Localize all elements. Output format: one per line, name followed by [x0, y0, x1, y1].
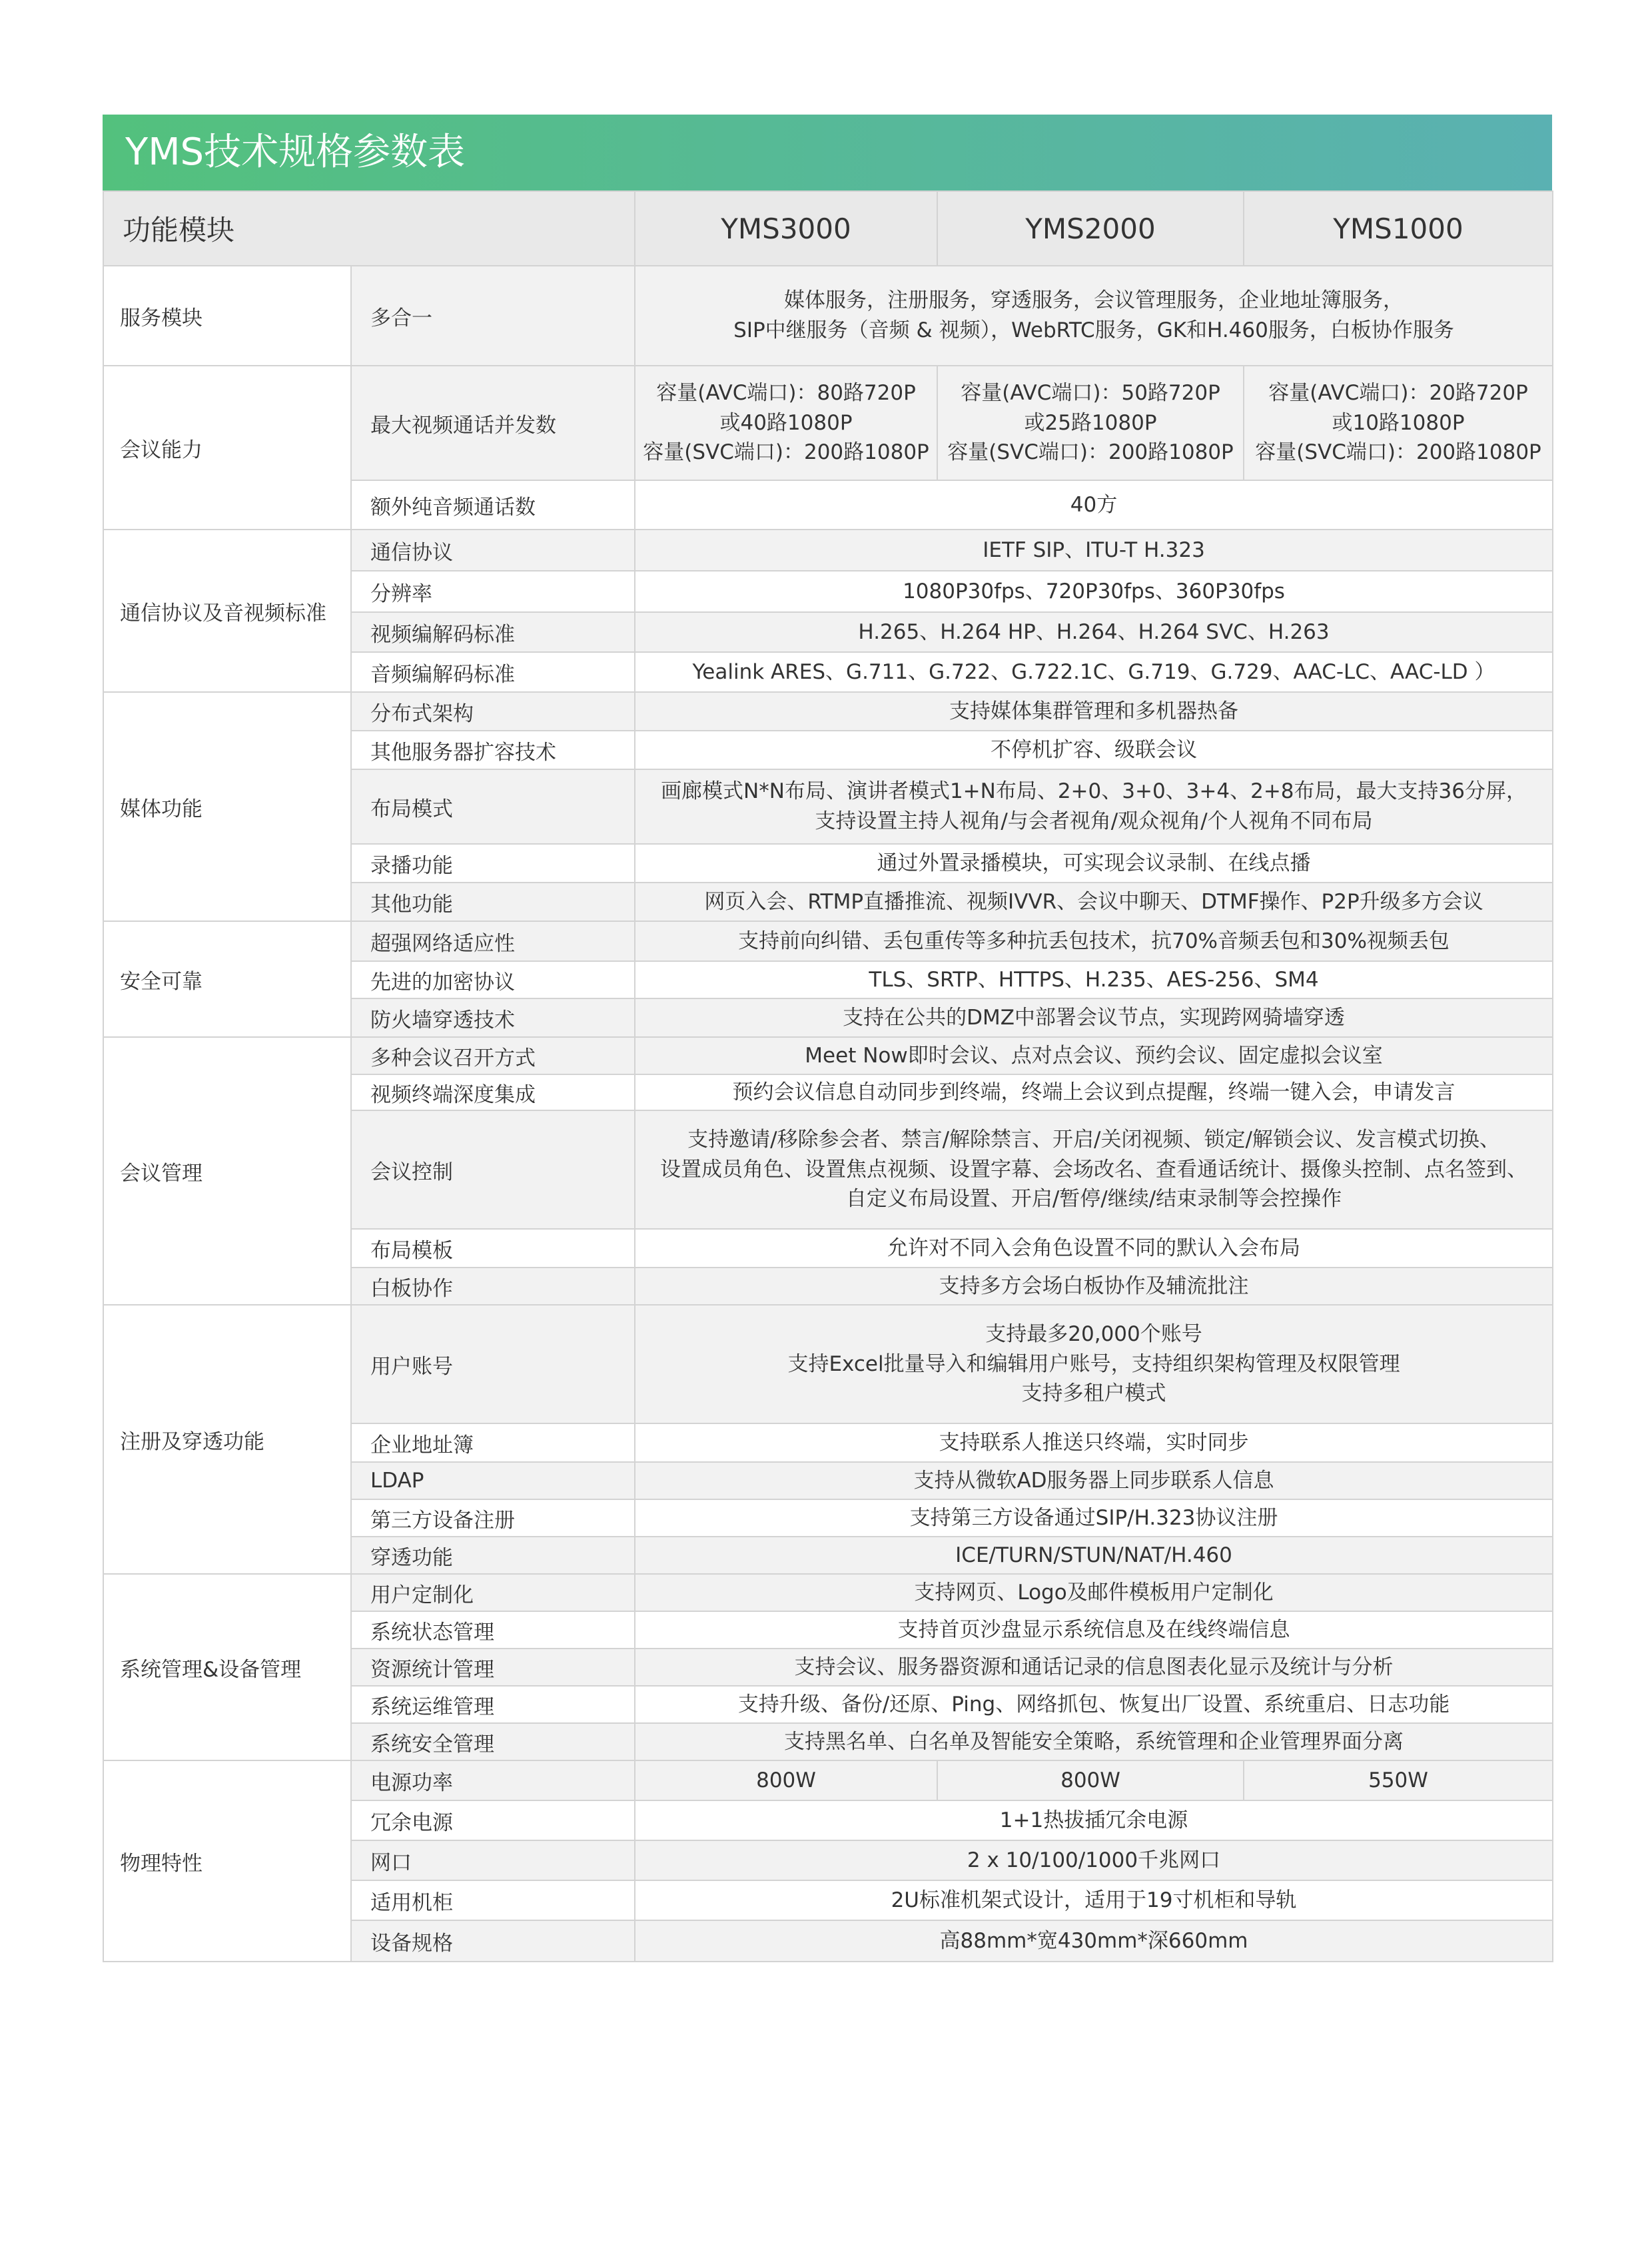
value-line: Yealink ARES、G.711、G.722、G.722.1C、G.719、G.729、AAC-LC、AAC-LD ）	[692, 659, 1495, 684]
module-name: 注册及穿透功能	[103, 1305, 351, 1574]
value-line: 或10路1080P	[1332, 410, 1465, 435]
feature-name: 系统安全管理	[351, 1723, 635, 1760]
module-name: 物理特性	[103, 1760, 351, 1962]
module-name: 服务模块	[103, 266, 351, 366]
feature-name: 其他服务器扩容技术	[351, 731, 635, 769]
feature-name: 布局模式	[351, 769, 635, 844]
value-line: 支持从微软AD服务器上同步联系人信息	[913, 1468, 1274, 1493]
feature-name: 用户定制化	[351, 1574, 635, 1611]
value-cell	[635, 1880, 1553, 1920]
module-name: 系统管理&设备管理	[103, 1574, 351, 1760]
value-line: 网页入会、RTMP直播推流、视频IVVR、会议中聊天、DTMF操作、P2P升级多方会议	[704, 889, 1483, 914]
value-cell	[635, 1423, 1553, 1462]
value-line: 媒体服务，注册服务，穿透服务，会议管理服务，企业地址簿服务，	[784, 288, 1404, 313]
feature-name: 会议控制	[351, 1110, 635, 1229]
module-name: 媒体功能	[103, 692, 351, 921]
header-model-yms2000: YMS2000	[937, 191, 1244, 266]
value-cell	[635, 571, 1553, 612]
value-cell	[635, 998, 1553, 1037]
module-name: 会议能力	[103, 366, 351, 530]
value-cell	[635, 266, 1553, 366]
value-line: 支持会议、服务器资源和通话记录的信息图表化显示及统计与分析	[794, 1655, 1394, 1679]
table-header-row	[103, 191, 1553, 266]
value-cell	[635, 1229, 1553, 1268]
value-line: 容量(AVC端口)：80路720P	[656, 380, 916, 405]
value-line: 800W	[1060, 1768, 1120, 1792]
value-line: 允许对不同入会角色设置不同的默认入会布局	[887, 1236, 1301, 1260]
value-cell	[635, 961, 1553, 998]
table-row	[103, 266, 1553, 366]
feature-name: 企业地址簿	[351, 1423, 635, 1462]
value-line: 容量(SVC端口)：200路1080P	[643, 440, 929, 465]
value-line: 支持升级、备份/还原、Ping、网络抓包、恢复出厂设置、系统重启、日志功能	[737, 1692, 1450, 1716]
value-cell	[635, 1037, 1553, 1074]
value-line: 支持在公共的DMZ中部署会议节点，实现跨网骑墙穿透	[843, 1005, 1345, 1030]
value-line: 容量(SVC端口)：200路1080P	[947, 440, 1234, 465]
feature-name: 分布式架构	[351, 692, 635, 731]
value-cell	[635, 1611, 1553, 1649]
value-cell	[635, 1649, 1553, 1686]
value-cell	[635, 1574, 1553, 1611]
feature-name: 设备规格	[351, 1920, 635, 1962]
value-cell	[635, 1800, 1553, 1840]
value-line: 支持前向纠错、丢包重传等多种抗丢包技术，抗70%音频丢包和30%视频丢包	[738, 929, 1449, 953]
spec-table	[103, 190, 1553, 1962]
value-line: 通过外置录播模块，可实现会议录制、在线点播	[877, 851, 1311, 875]
value-cell	[635, 844, 1553, 883]
value-line: 支持联系人推送只终端，实时同步	[939, 1430, 1249, 1455]
value-line: 支持媒体集群管理和多机器热备	[949, 699, 1239, 723]
value-cell	[635, 731, 1553, 769]
value-line: 支持多方会场白板协作及辅流批注	[939, 1274, 1249, 1298]
feature-name: 网口	[351, 1840, 635, 1880]
model-value-cell	[937, 1760, 1244, 1800]
feature-name: 多种会议召开方式	[351, 1037, 635, 1074]
feature-name: 通信协议	[351, 530, 635, 571]
feature-name: 适用机柜	[351, 1880, 635, 1920]
feature-name: 白板协作	[351, 1268, 635, 1305]
feature-name: 用户账号	[351, 1305, 635, 1423]
value-line: 550W	[1368, 1768, 1428, 1792]
feature-name: 冗余电源	[351, 1800, 635, 1840]
model-value-cell	[1244, 366, 1553, 480]
header-module-label: 功能模块	[103, 191, 635, 266]
value-line: 2U标准机架式设计，适用于19寸机柜和导轨	[891, 1888, 1297, 1912]
value-line: H.265、H.264 HP、H.264、H.264 SVC、H.263	[858, 619, 1330, 644]
value-line: Meet Now即时会议、点对点会议、预约会议、固定虚拟会议室	[805, 1043, 1383, 1068]
value-line: IETF SIP、ITU-T H.323	[983, 538, 1205, 562]
value-line: 支持黑名单、白名单及智能安全策略，系统管理和企业管理界面分离	[784, 1729, 1404, 1754]
model-value-cell	[635, 1760, 937, 1800]
table-row	[103, 366, 1553, 480]
value-cell	[635, 1537, 1553, 1574]
value-line: 或40路1080P	[719, 410, 853, 435]
value-line: 支持最多20,000个账号	[985, 1321, 1202, 1346]
feature-name: 穿透功能	[351, 1537, 635, 1574]
feature-name: 电源功率	[351, 1760, 635, 1800]
value-line: 支持网页、Logo及邮件模板用户定制化	[914, 1580, 1274, 1605]
value-cell	[635, 921, 1553, 961]
value-cell	[635, 1110, 1553, 1229]
value-line: TLS、SRTP、HTTPS、H.235、AES-256、SM4	[869, 967, 1319, 992]
value-line: 支持Excel批量导入和编辑用户账号，支持组织架构管理及权限管理	[787, 1351, 1400, 1376]
feature-name: 多合一	[351, 266, 635, 366]
value-cell	[635, 652, 1553, 692]
table-row	[103, 1037, 1553, 1074]
module-name: 会议管理	[103, 1037, 351, 1305]
value-line: 不停机扩容、级联会议	[991, 737, 1198, 762]
feature-name: 额外纯音频通话数	[351, 480, 635, 530]
value-line: 40方	[1070, 492, 1118, 517]
value-line: 容量(AVC端口)：50路720P	[961, 380, 1220, 405]
value-cell	[635, 1462, 1553, 1499]
feature-name: 最大视频通话并发数	[351, 366, 635, 480]
value-line: 容量(SVC端口)：200路1080P	[1255, 440, 1541, 465]
header-model-yms3000: YMS3000	[635, 191, 937, 266]
value-line: 1+1热拔插冗余电源	[999, 1808, 1188, 1832]
page-title: YMS技术规格参数表	[103, 115, 1552, 190]
value-line: 或25路1080P	[1024, 410, 1157, 435]
model-value-cell	[1244, 1760, 1553, 1800]
feature-name: 系统运维管理	[351, 1686, 635, 1723]
table-row	[103, 1760, 1553, 1800]
value-line: 预约会议信息自动同步到终端，终端上会议到点提醒，终端一键入会，申请发言	[732, 1080, 1455, 1104]
value-cell	[635, 1920, 1553, 1962]
value-cell	[635, 612, 1553, 652]
header-model-yms1000: YMS1000	[1244, 191, 1553, 266]
value-cell	[635, 1074, 1553, 1110]
feature-name: 分辨率	[351, 571, 635, 612]
value-cell	[635, 1499, 1553, 1537]
feature-name: 资源统计管理	[351, 1649, 635, 1686]
value-line: 高88mm*宽430mm*深660mm	[939, 1928, 1248, 1953]
value-line: 设置成员角色、设置焦点视频、设置字幕、会场改名、查看通话统计、摄像头控制、点名签到、	[660, 1157, 1528, 1182]
table-row	[103, 921, 1553, 961]
value-line: 2 x 10/100/1000千兆网口	[967, 1848, 1221, 1872]
feature-name: LDAP	[351, 1462, 635, 1499]
feature-name: 其他功能	[351, 883, 635, 921]
value-line: 自定义布局设置、开启/暂停/继续/结束录制等会控操作	[845, 1187, 1342, 1212]
feature-name: 系统状态管理	[351, 1611, 635, 1649]
value-line: 容量(AVC端口)：20路720P	[1268, 380, 1528, 405]
feature-name: 视频编解码标准	[351, 612, 635, 652]
value-line: 支持第三方设备通过SIP/H.323协议注册	[909, 1505, 1278, 1530]
feature-name: 超强网络适应性	[351, 921, 635, 961]
value-line: 画廊模式N*N布局、演讲者模式1+N布局、2+0、3+0、3+4、2+8布局，最大支持36分屏，	[661, 779, 1527, 804]
value-cell	[635, 1723, 1553, 1760]
feature-name: 视频终端深度集成	[351, 1074, 635, 1110]
feature-name: 第三方设备注册	[351, 1499, 635, 1537]
spec-sheet	[103, 115, 1552, 1962]
value-line: ICE/TURN/STUN/NAT/H.460	[955, 1543, 1232, 1567]
feature-name: 先进的加密协议	[351, 961, 635, 998]
table-row	[103, 1574, 1553, 1611]
value-cell	[635, 1686, 1553, 1723]
value-line: 支持设置主持人视角/与会者视角/观众视角/个人视角不同布局	[815, 809, 1373, 833]
table-row	[103, 1305, 1553, 1423]
value-line: SIP中继服务（音频 & 视频），WebRTC服务，GK和H.460服务，白板协作服务	[733, 318, 1454, 342]
value-line: 1080P30fps、720P30fps、360P30fps	[903, 579, 1285, 603]
value-line: 支持邀请/移除参会者、禁言/解除禁言、开启/关闭视频、锁定/解锁会议、发言模式切换、	[687, 1127, 1500, 1152]
value-cell	[635, 692, 1553, 731]
value-line: 800W	[756, 1768, 816, 1792]
model-value-cell	[635, 366, 937, 480]
spec-table-body	[103, 191, 1553, 1962]
feature-name: 音频编解码标准	[351, 652, 635, 692]
module-name: 通信协议及音视频标准	[103, 530, 351, 692]
value-cell	[635, 769, 1553, 844]
value-line: 支持首页沙盘显示系统信息及在线终端信息	[897, 1617, 1290, 1642]
model-value-cell	[937, 366, 1244, 480]
value-line: 支持多租户模式	[1021, 1381, 1166, 1406]
feature-name: 布局模板	[351, 1229, 635, 1268]
value-cell	[635, 883, 1553, 921]
value-cell	[635, 1305, 1553, 1423]
value-cell	[635, 1268, 1553, 1305]
table-row	[103, 692, 1553, 731]
feature-name: 录播功能	[351, 844, 635, 883]
table-row	[103, 530, 1553, 571]
value-cell	[635, 530, 1553, 571]
module-name: 安全可靠	[103, 921, 351, 1037]
value-cell	[635, 480, 1553, 530]
value-cell	[635, 1840, 1553, 1880]
feature-name: 防火墙穿透技术	[351, 998, 635, 1037]
